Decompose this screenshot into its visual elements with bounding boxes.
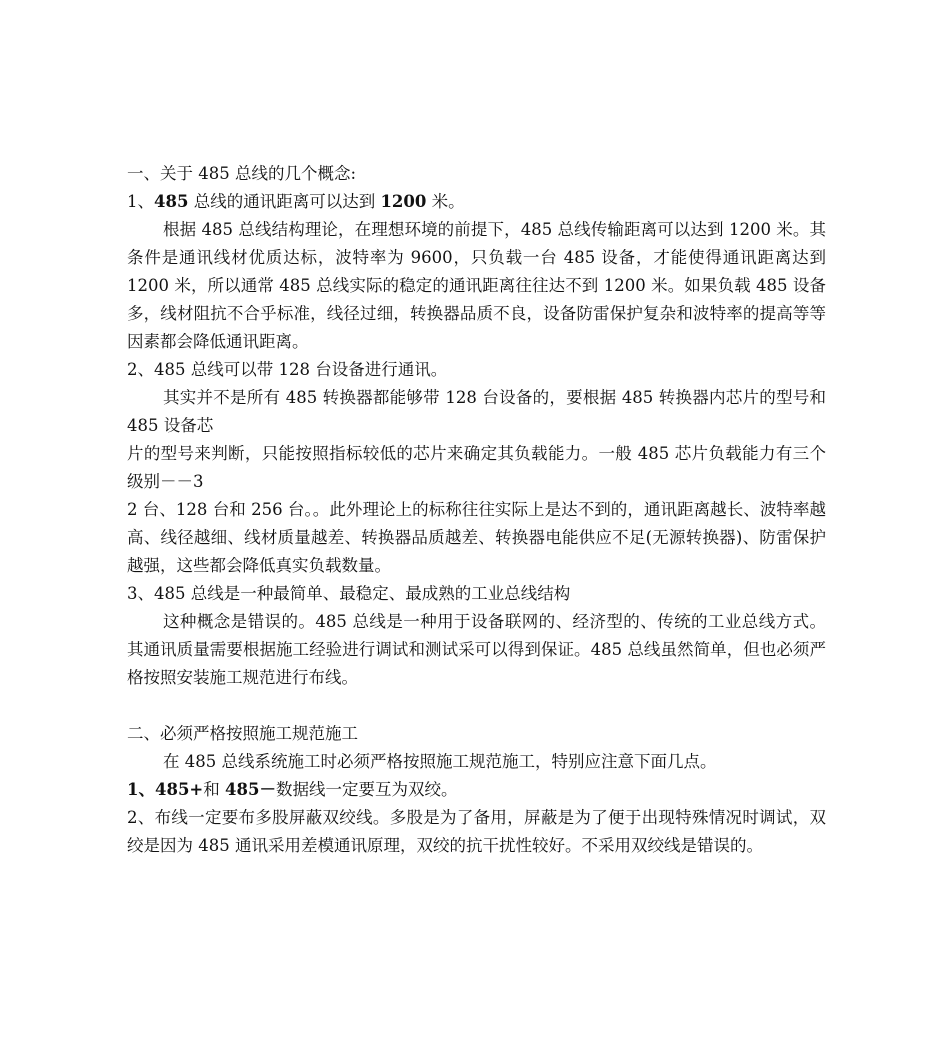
section2-intro: 在 485 总线系统施工时必须严格按照施工规范施工，特别应注意下面几点。 xyxy=(163,752,717,771)
item1-suffix: 数据线一定要互为双绞。 xyxy=(275,780,458,799)
section1-paragraph2c: 2 台、128 台和 256 台。。此外理论上的标称往往实际上是达不到的，通讯距离越长、波特率越高、线径越细、线材质量越差、转换器品质越差、转换器电能供应不足(无源转换器)、防雷保护越强，这些都会降低真实负载数量。 xyxy=(127,500,826,575)
section-spacer xyxy=(127,692,826,720)
section2-item2: 2、布线一定要布多股屏蔽双绞线。多股是为了备用，屏蔽是为了便于出现特殊情况时调试，双绞是因为 485 通讯采用差模通讯原理，双绞的抗干扰性较好。不采用双绞线是错误的。 xyxy=(127,808,826,855)
section1-item3: 3、485 总线是一种最简单、最稳定、最成熟的工业总线结构 xyxy=(127,584,571,603)
section1-paragraph3: 这种概念是错误的。485 总线是一种用于设备联网的、经济型的、传统的工业总线方式。其通讯质量需要根据施工经验进行调试和测试采可以得到保证。485 总线虽然简单，但也必须严格按照安装施工规范进行布线。 xyxy=(127,612,826,687)
item1-prefix: 1、 xyxy=(127,192,154,211)
item1-middle: 和 xyxy=(203,780,225,799)
item1-bold-485: 485 xyxy=(154,192,189,211)
section1-paragraph2b: 片的型号来判断，只能按照指标较低的芯片来确定其负载能力。一般 485 芯片负载能力有三个级别－－3 xyxy=(127,444,826,491)
section2-item1 xyxy=(127,776,826,804)
section1-item1 xyxy=(127,188,826,216)
item1-suffix: 米。 xyxy=(426,192,465,211)
section1-item2: 2、485 总线可以带 128 台设备进行通讯。 xyxy=(127,360,448,379)
section2-heading: 二、必须严格按照施工规范施工 xyxy=(127,724,358,743)
item1-bold-485-plus: 1、485+ xyxy=(127,780,204,799)
section1-paragraph1: 根据 485 总线结构理论，在理想环境的前提下，485 总线传输距离可以达到 1200 米。其条件是通讯线材优质达标，波特率为 9600，只负载一台 485 设备，才能使得通讯距离达到 1200 米，所以通常 485 总线实际的稳定的通讯距离往往达不到 1200 米。如果负载 485 设备多，线材阻抗不合乎标准，线径过细，转换器品质不良，设备防雷保护复杂和波特率的提高等等因素都会降低通讯距离。 xyxy=(127,220,826,351)
section1-heading: 一、关于 485 总线的几个概念: xyxy=(127,164,357,183)
item1-middle: 总线的通讯距离可以达到 xyxy=(188,192,381,211)
section1-paragraph2a: 其实并不是所有 485 转换器都能够带 128 台设备的，要根据 485 转换器内芯片的型号和 485 设备芯 xyxy=(127,388,826,435)
item1-bold-1200: 1200 xyxy=(380,192,427,211)
item1-bold-485-minus: 485－ xyxy=(225,780,276,799)
